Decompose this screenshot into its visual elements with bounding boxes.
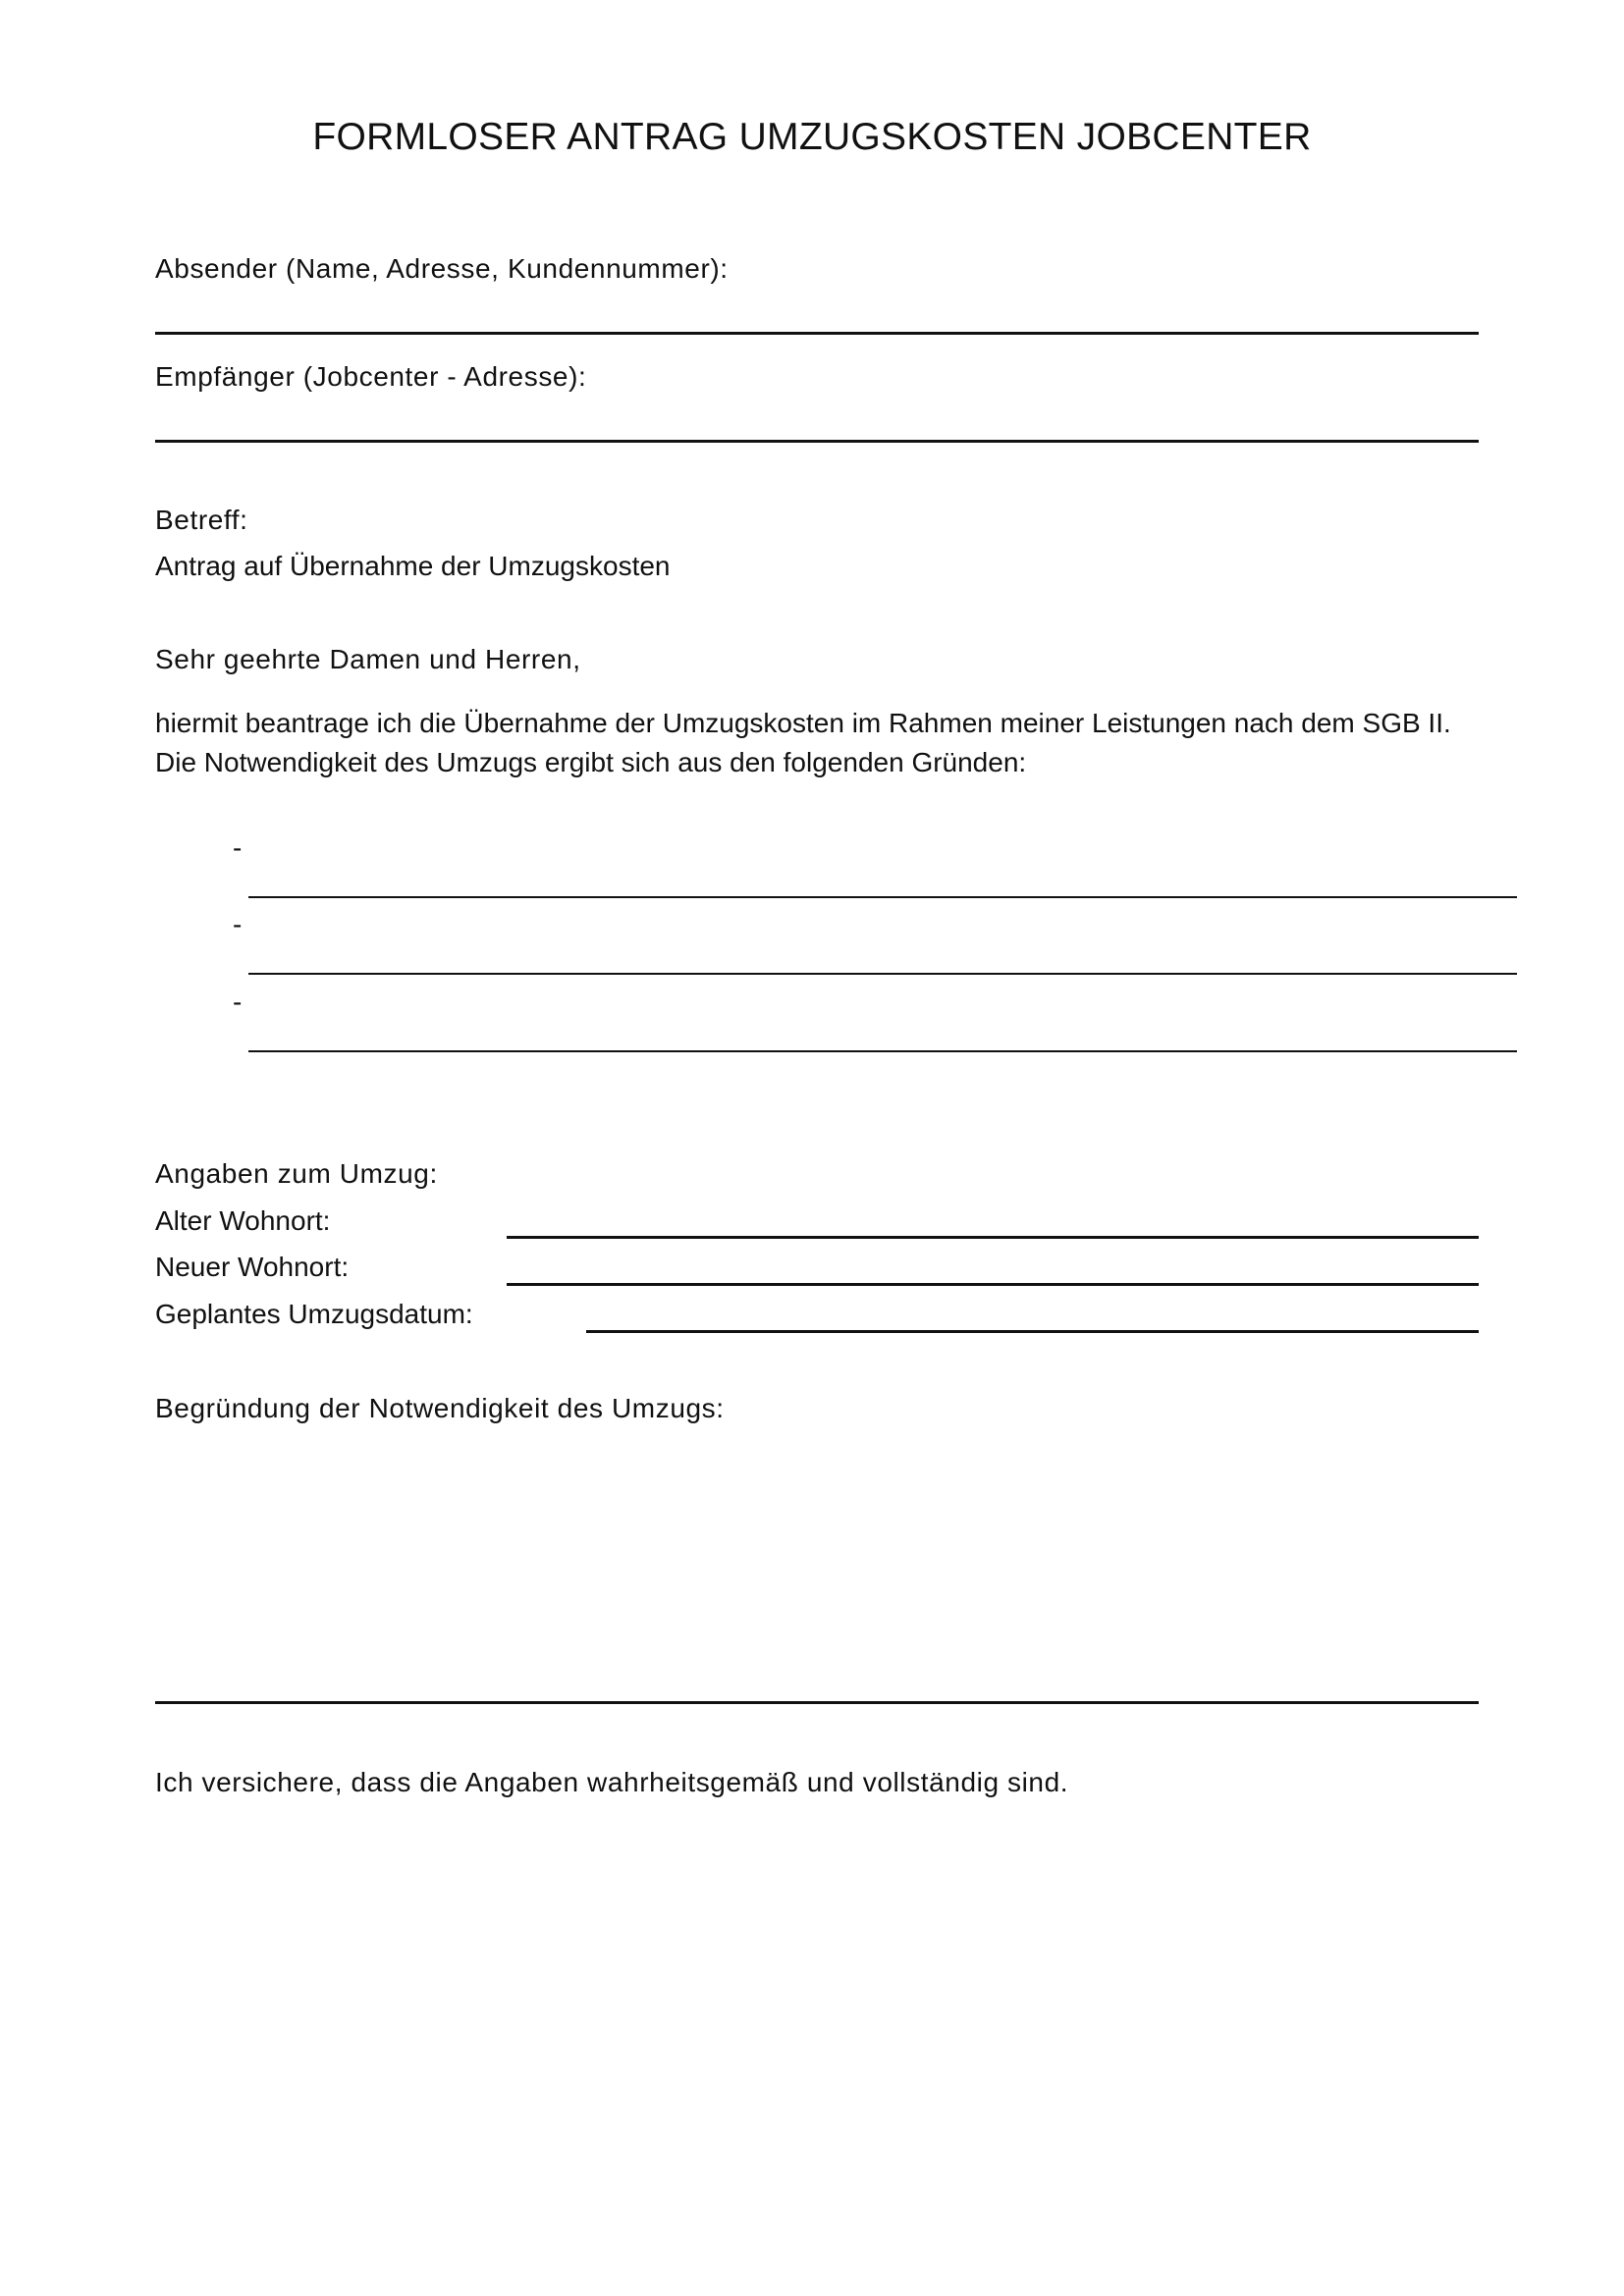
old-residence-label: Alter Wohnort: xyxy=(155,1205,331,1236)
subject-label: Betreff: xyxy=(155,505,248,535)
reason-bullet-1: - xyxy=(233,832,243,863)
planned-date-label: Geplantes Umzugsdatum: xyxy=(155,1299,473,1329)
justification-field-line[interactable] xyxy=(155,1701,1479,1704)
declaration-text: Ich versichere, dass die Angaben wahrheitsgemäß und vollständig sind. xyxy=(155,1767,1069,1797)
justification-label: Begründung der Notwendigkeit des Umzugs: xyxy=(155,1393,725,1423)
reason-bullet-3: - xyxy=(233,987,243,1017)
subject-text: Antrag auf Übernahme der Umzugskosten xyxy=(155,551,671,581)
sender-label: Absender (Name, Adresse, Kundennummer): xyxy=(155,253,729,284)
move-details-heading: Angaben zum Umzug: xyxy=(155,1158,438,1189)
planned-date-field-line[interactable] xyxy=(586,1330,1479,1333)
recipient-label: Empfänger (Jobcenter - Adresse): xyxy=(155,361,587,392)
old-residence-field-line[interactable] xyxy=(507,1236,1479,1239)
reason-field-line-2[interactable] xyxy=(248,973,1517,975)
intro-line-1: hiermit beantrage ich die Übernahme der Umzugskosten im Rahmen meiner Leistungen nach dem SGB II. xyxy=(155,708,1451,738)
reason-bullet-2: - xyxy=(233,909,243,939)
intro-line-2: Die Notwendigkeit des Umzugs ergibt sich aus den folgenden Gründen: xyxy=(155,747,1027,777)
reason-field-line-3[interactable] xyxy=(248,1050,1517,1052)
salutation: Sehr geehrte Damen und Herren, xyxy=(155,644,581,674)
new-residence-label: Neuer Wohnort: xyxy=(155,1252,350,1282)
sender-field-line[interactable] xyxy=(155,332,1479,335)
reason-field-line-1[interactable] xyxy=(248,896,1517,898)
page-title: FORMLOSER ANTRAG UMZUGSKOSTEN JOBCENTER xyxy=(312,116,1312,158)
new-residence-field-line[interactable] xyxy=(507,1283,1479,1286)
recipient-field-line[interactable] xyxy=(155,440,1479,443)
